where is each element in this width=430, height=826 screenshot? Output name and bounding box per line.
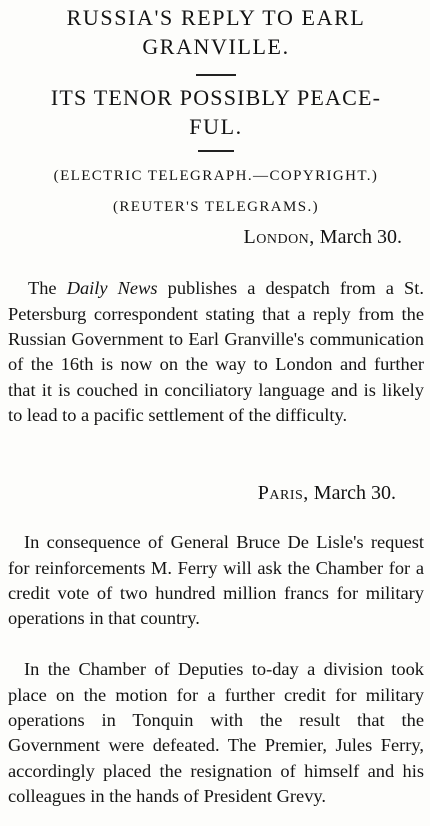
- agency-credit: (REUTER'S TELEGRAMS.): [113, 199, 319, 215]
- dateline-date: March 30.: [319, 226, 402, 248]
- dateline-place: Paris,: [257, 482, 309, 504]
- dateline-paris: [258, 480, 396, 506]
- dateline-london: [244, 224, 402, 250]
- paris-paragraph-1: In consequence of General Bruce De Lisle's request for reinforcements M. Ferry will ask the Chamber for a credit vote of two hundred million francs for military operations in that country.: [8, 532, 424, 629]
- source-credit: (ELECTRIC TELEGRAPH.—COPYRIGHT.): [53, 168, 379, 184]
- divider-rule: [198, 150, 234, 152]
- divider-rule: [196, 74, 236, 76]
- dateline-place: London,: [243, 226, 315, 248]
- newspaper-name: Daily News: [66, 278, 158, 299]
- subheadline-line-1: ITS TENOR POSSIBLY PEACE-: [50, 85, 382, 110]
- subheadline-line-2: FUL.: [189, 114, 243, 139]
- paris-paragraph-2: In the Chamber of Deputies to-day a division took place on the motion for a further credit for military operations in Tonquin with the result that the Government were defeated. The Premier, Jules Ferry, accordingly placed the resignation of himself and his colleagues in the hands of President Grevy.: [8, 659, 424, 806]
- paragraph-text: The: [28, 278, 67, 299]
- paragraph-text: publishes a despatch from a St. Petersburg correspondent stating that a reply from the Russian Government to Earl Granville's communication of the 16th is now on the way to London and further that it is couched in conciliatory language and is likely to lead to a pacific settlement of the difficulty.: [8, 278, 424, 425]
- dateline-date: March 30.: [313, 482, 396, 504]
- headline-line-2: GRANVILLE.: [142, 34, 290, 59]
- london-paragraph: [8, 276, 424, 428]
- newspaper-clipping: [8, 0, 424, 826]
- headline-line-1: RUSSIA'S REPLY TO EARL: [66, 5, 366, 30]
